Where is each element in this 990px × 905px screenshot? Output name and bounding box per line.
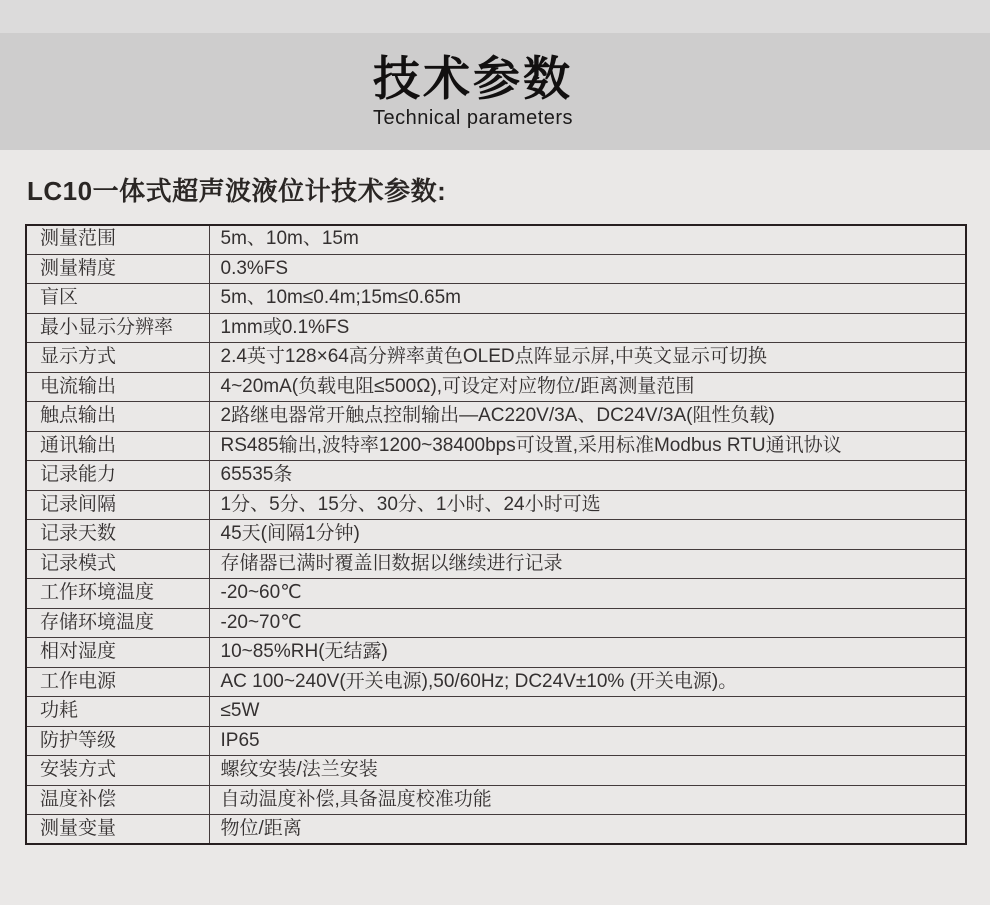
param-value: 65535条 — [209, 461, 966, 491]
param-value: -20~70℃ — [209, 608, 966, 638]
table-row-display-mode — [26, 343, 966, 373]
param-label: 记录天数 — [26, 520, 209, 550]
table-row-min-resolution — [26, 313, 966, 343]
param-label: 显示方式 — [26, 343, 209, 373]
param-value: 0.3%FS — [209, 254, 966, 284]
table-row-comm-output — [26, 431, 966, 461]
param-value: 2.4英寸128×64高分辨率黄色OLED点阵显示屏,中英文显示可切换 — [209, 343, 966, 373]
param-value: 45天(间隔1分钟) — [209, 520, 966, 550]
param-label: 记录间隔 — [26, 490, 209, 520]
table-row-installation — [26, 756, 966, 786]
param-value: 2路继电器常开触点控制输出—AC220V/3A、DC24V/3A(阻性负载) — [209, 402, 966, 432]
table-row-storage-temp — [26, 608, 966, 638]
param-label: 相对湿度 — [26, 638, 209, 668]
param-label: 记录模式 — [26, 549, 209, 579]
param-label: 盲区 — [26, 284, 209, 314]
title-band — [0, 33, 990, 150]
table-row-accuracy — [26, 254, 966, 284]
param-label: 功耗 — [26, 697, 209, 727]
table-row-protection-class — [26, 726, 966, 756]
table-row-work-temp — [26, 579, 966, 609]
table-row-contact-output — [26, 402, 966, 432]
param-value: 1分、5分、15分、30分、1小时、24小时可选 — [209, 490, 966, 520]
table-row-record-days — [26, 520, 966, 550]
table-row-record-interval — [26, 490, 966, 520]
table-row-record-mode — [26, 549, 966, 579]
param-value: 1mm或0.1%FS — [209, 313, 966, 343]
table-row-power-consumption — [26, 697, 966, 727]
param-label: 安装方式 — [26, 756, 209, 786]
table-row-humidity — [26, 638, 966, 668]
param-label: 记录能力 — [26, 461, 209, 491]
param-value: AC 100~240V(开关电源),50/60Hz; DC24V±10% (开关电源)。 — [209, 667, 966, 697]
table-row-temp-compensation — [26, 785, 966, 815]
param-value: -20~60℃ — [209, 579, 966, 609]
param-value: 物位/距离 — [209, 815, 966, 845]
param-label: 测量变量 — [26, 815, 209, 845]
param-label: 测量精度 — [26, 254, 209, 284]
page-title: 技术参数 — [373, 52, 573, 106]
param-label: 工作环境温度 — [26, 579, 209, 609]
param-label: 最小显示分辨率 — [26, 313, 209, 343]
section-heading: LC10一体式超声波液位计技术参数: — [27, 176, 447, 206]
table-row-measure-range — [26, 225, 966, 255]
param-value: 5m、10m、15m — [209, 225, 966, 255]
page-subtitle: Technical parameters — [372, 106, 574, 129]
param-label: 存储环境温度 — [26, 608, 209, 638]
table-row-record-capacity — [26, 461, 966, 491]
param-value: 5m、10m≤0.4m;15m≤0.65m — [209, 284, 966, 314]
param-value: 4~20mA(负载电阻≤500Ω),可设定对应物位/距离测量范围 — [209, 372, 966, 402]
param-value: ≤5W — [209, 697, 966, 727]
table-row-measured-variable — [26, 815, 966, 845]
param-label: 温度补偿 — [26, 785, 209, 815]
content-area — [0, 177, 990, 845]
spec-table — [25, 224, 967, 846]
param-label: 测量范围 — [26, 225, 209, 255]
table-row-current-output — [26, 372, 966, 402]
title-block — [373, 53, 573, 130]
table-row-blind-zone — [26, 284, 966, 314]
param-value: 存储器已满时覆盖旧数据以继续进行记录 — [209, 549, 966, 579]
param-label: 电流输出 — [26, 372, 209, 402]
param-value: 螺纹安装/法兰安装 — [209, 756, 966, 786]
param-label: 通讯输出 — [26, 431, 209, 461]
param-value: 自动温度补偿,具备温度校准功能 — [209, 785, 966, 815]
param-value: RS485输出,波特率1200~38400bps可设置,采用标准Modbus RTU通讯协议 — [209, 431, 966, 461]
top-strip — [0, 0, 990, 33]
param-label: 工作电源 — [26, 667, 209, 697]
param-label: 触点输出 — [26, 402, 209, 432]
param-value: IP65 — [209, 726, 966, 756]
param-value: 10~85%RH(无结露) — [209, 638, 966, 668]
table-row-power-supply — [26, 667, 966, 697]
param-label: 防护等级 — [26, 726, 209, 756]
